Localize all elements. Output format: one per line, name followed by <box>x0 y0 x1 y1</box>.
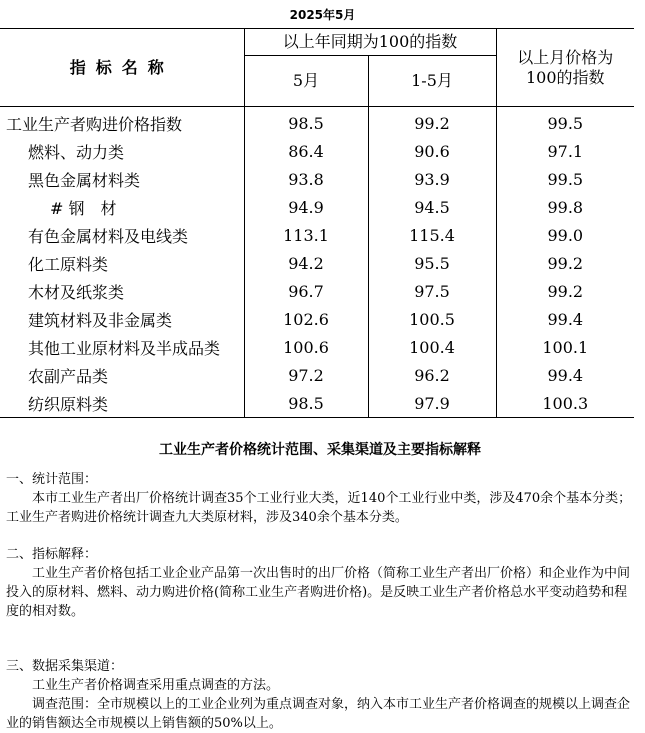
section-paragraph: 工业生产者价格调查采用重点调查的方法。 <box>32 678 280 693</box>
mom-index-cell: 99.5 <box>496 107 634 138</box>
section-scope <box>6 470 634 527</box>
section-heading: 一、统计范围： <box>6 472 98 487</box>
ytd-index-cell: 94.5 <box>368 193 496 221</box>
indicator-name-cell: 木材及纸浆类 <box>0 277 244 305</box>
table-row <box>0 333 634 361</box>
month-index-cell: 102.6 <box>244 305 368 333</box>
mom-index-cell: 99.8 <box>496 193 634 221</box>
section-definitions <box>6 545 634 621</box>
month-index-cell: 113.1 <box>244 221 368 249</box>
table-row <box>0 305 634 333</box>
mom-index-cell: 99.4 <box>496 305 634 333</box>
indicator-name-cell: 农副产品类 <box>0 361 244 389</box>
indicator-name-cell: 纺织原料类 <box>0 389 244 418</box>
ytd-index-cell: 97.5 <box>368 277 496 305</box>
indicator-name-cell: 有色金属材料及电线类 <box>0 221 244 249</box>
mom-index-cell: 100.3 <box>496 389 634 418</box>
month-header: 5月 <box>244 56 368 107</box>
section-paragraph: 工业生产者价格包括工业企业产品第一次出售时的出厂价格（简称工业生产者出厂价格）和企业作为中间投入的原材料、燃料、动力购进价格(简称工业生产者购进价格)。是反映工业生产者价格总水平变动趋势和程度的相对数。 <box>6 566 631 619</box>
table-row <box>0 249 634 277</box>
section-channels <box>6 657 634 733</box>
section-heading: 三、数据采集渠道： <box>6 659 124 674</box>
month-index-cell: 97.2 <box>244 361 368 389</box>
table-row <box>0 165 634 193</box>
ytd-index-cell: 95.5 <box>368 249 496 277</box>
report-date: 2025年5月 <box>289 8 356 22</box>
indicator-name-cell: 其他工业原材料及半成品类 <box>0 333 244 361</box>
month-index-cell: 98.5 <box>244 107 368 138</box>
table-body <box>0 107 634 418</box>
indicator-name-cell: 工业生产者购进价格指数 <box>0 107 244 138</box>
ytd-header: 1-5月 <box>368 56 496 107</box>
indicator-name-cell: 建筑材料及非金属类 <box>0 305 244 333</box>
notes-title: 工业生产者价格统计范围、采集渠道及主要指标解释 <box>159 442 481 458</box>
mom-index-cell: 99.2 <box>496 277 634 305</box>
ytd-index-cell: 97.9 <box>368 389 496 418</box>
indicator-name-cell: 燃料、动力类 <box>0 137 244 165</box>
month-index-cell: 94.2 <box>244 249 368 277</box>
mom-header-text: 以上月价格为100的指数 <box>517 47 614 87</box>
ytd-index-cell: 90.6 <box>368 137 496 165</box>
section-paragraph: 本市工业生产者出厂价格统计调查35个工业行业大类，近140个工业行业中类，涉及470余个基本分类；工业生产者购进价格统计调查九大类原材料，涉及340余个基本分类。 <box>6 491 632 525</box>
ytd-index-cell: 96.2 <box>368 361 496 389</box>
month-index-cell: 98.5 <box>244 389 368 418</box>
ytd-index-cell: 99.2 <box>368 107 496 138</box>
indicator-name-cell: 化工原料类 <box>0 249 244 277</box>
mom-index-cell: 99.2 <box>496 249 634 277</box>
table-row <box>0 389 634 418</box>
mom-index-cell: 99.0 <box>496 221 634 249</box>
yoy-group-header: 以上年同期为100的指数 <box>244 29 496 56</box>
notes-section <box>6 440 634 733</box>
purchase-price-index-table <box>0 28 634 418</box>
month-index-cell: 93.8 <box>244 165 368 193</box>
mom-index-cell: 97.1 <box>496 137 634 165</box>
table-row <box>0 277 634 305</box>
month-index-cell: 86.4 <box>244 137 368 165</box>
month-index-cell: 100.6 <box>244 333 368 361</box>
table-row <box>0 361 634 389</box>
ytd-index-cell: 115.4 <box>368 221 496 249</box>
mom-index-cell: 100.1 <box>496 333 634 361</box>
table-row <box>0 221 634 249</box>
indicator-name-header: 指标名称 <box>0 29 244 107</box>
month-index-cell: 96.7 <box>244 277 368 305</box>
month-index-cell: 94.9 <box>244 193 368 221</box>
ytd-index-cell: 100.5 <box>368 305 496 333</box>
ytd-index-cell: 93.9 <box>368 165 496 193</box>
mom-index-cell: 99.4 <box>496 361 634 389</box>
indicator-name-cell: # 钢 材 <box>0 193 244 221</box>
indicator-name-cell: 黑色金属材料类 <box>0 165 244 193</box>
section-paragraph: 调查范围：全市规模以上的工业企业列为重点调查对象，纳入本市工业生产者价格调查的规模以上调查企业的销售额达全市规模以上销售额的50%以上。 <box>6 697 631 731</box>
table-row <box>0 137 634 165</box>
ytd-index-cell: 100.4 <box>368 333 496 361</box>
table-row <box>0 193 634 221</box>
mom-index-cell: 99.5 <box>496 165 634 193</box>
table-row <box>0 107 634 138</box>
section-heading: 二、指标解释： <box>6 547 98 562</box>
mom-header <box>496 29 634 107</box>
